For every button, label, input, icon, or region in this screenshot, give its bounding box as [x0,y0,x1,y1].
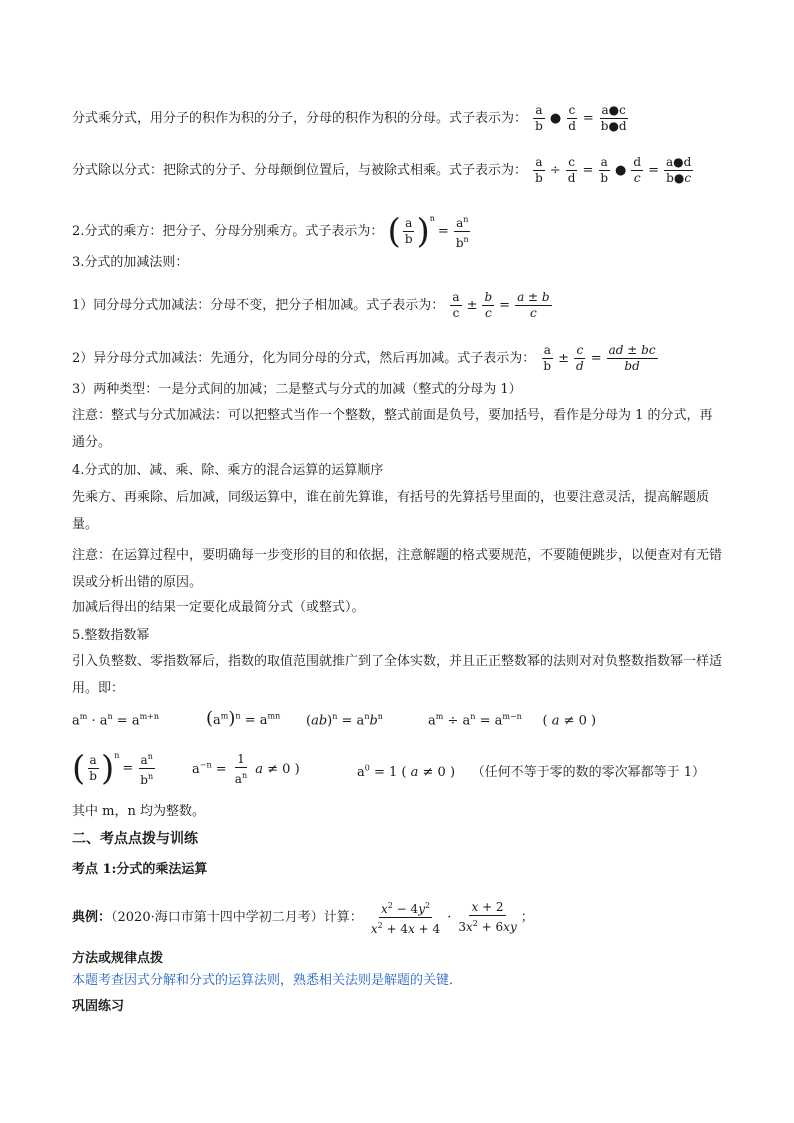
example-text: （2020·海口市第十四中学初二月考）计算： [111,910,363,925]
fraction: $\frac{a}{b}$ [89,753,97,783]
exponent-rule-quotient: $a^m \div a^n = a^{m-n}$ ( a ≠ 0 ) [428,712,597,729]
exponent-rule-product-power: $(ab)^n = a^nb^n$ [306,712,383,729]
two-types: 3）两种类型：一是分式间的加减；二是整式与分式的加减（整式的分母为 1） [72,382,522,397]
kaodian-title: 考点 1:分式的乘法运算 [72,862,208,877]
heading-integer-exponent: 5.整数指数幂 [72,628,150,643]
fraction: $\frac{1}{a^n}$ [234,752,248,786]
rule-same-denominator: 1）同分母分式加减法：分母不变，把分子相加减。式子表示为： $\frac{a}{c}$ ± $\frac{b}{c}$ = $\frac{a \pm b}{c}$ [72,290,550,320]
rule-power-text: 2.分式的乘方：把分子、分母分别乘方。式子表示为： [72,224,384,239]
fraction: $\frac{a \pm b}{c}$ [517,290,550,320]
fraction: $\frac{a}{c}$ [452,290,460,320]
method-title: 方法或规律点拨 [72,951,164,966]
fraction: $\frac{a}{b}$ [535,103,543,133]
fraction: $\frac{d}{c}$ [633,155,642,185]
fraction: $\frac{c}{d}$ [576,343,584,373]
fraction: $\frac{a^n}{b^n}$ [454,212,471,251]
rule-multiply-text: 分式乘分式，用分子的积作为积的分子，分母的积作为积的分母。式子表示为： [72,111,528,126]
rule-different-denominator-text: 2）异分母分式加减法：先通分，化为同分母的分式，然后再加减。式子表示为： [72,351,536,366]
rule-power: 2.分式的乘方：把分子、分母分别乘方。式子表示为： ( $\frac{a}{b}$ )$^n$= $\frac{a^n}{b^n}$ [72,211,469,252]
rule-same-denominator-text: 1）同分母分式加减法：分母不变，把分子相加减。式子表示为： [72,298,445,313]
example: 典例：（2020·海口市第十四中学初二月考）计算： $\frac{x^2 - 4y^2}{x^2 + 4x + 4}$ · $\frac{x + 2}{3x^2 + 6xy}$ ； [72,900,534,936]
rule-divide: 分式除以分式：把除式的分子、分母颠倒位置后，与被除式相乘。式子表示为： $\frac{a}{b}$ ÷ $\frac{c}{d}$ = $\frac{a}{b}$ ● $\frac{d}{c}$ = $\frac{a●d}{b●c}$ [72,155,692,185]
fraction: $\frac{a}{b}$ [404,216,413,246]
fraction: $\frac{a●c}{b●d}$ [600,103,627,133]
fraction: $\frac{a}{b}$ [543,343,552,373]
exponent-rule-negative: $a^{-n}$ = $\frac{1}{a^n}$ a ≠ 0 ) [192,752,300,786]
note-steps: 注意：在运算过程中，要明确每一步变形的目的和依据，注意解题的格式要规范，不要随便跳步，以便查对有无错误或分析出错的原因。 [72,548,723,590]
practice-title: 巩固练习 [72,999,125,1014]
section-title: 二、考点点拨与训练 [72,831,198,847]
integer-note: 其中 m，n 均为整数。 [72,804,205,819]
fraction: $\frac{a●d}{b●c}$ [665,155,692,185]
rule-different-denominator: 2）异分母分式加减法：先通分，化为同分母的分式，然后再加减。式子表示为： $\frac{a}{b}$ ± $\frac{c}{d}$ = $\frac{ad \pm bc}{bd}$ [72,343,656,373]
exponent-rule-product: $a^m \cdot a^n = a^{m+n}$ [72,712,160,729]
fraction: $\frac{c}{d}$ [567,155,576,185]
rule-multiply: 分式乘分式，用分子的积作为积的分子，分母的积作为积的分母。式子表示为： $\frac{a}{b}$ ● $\frac{c}{d}$ = $\frac{a●c}{b●d}$ [72,103,627,133]
method-text: 本题考查因式分解和分式的运算法则，熟悉相关法则是解题的关键． [72,973,463,988]
fraction: $\frac{ad \pm bc}{bd}$ [608,343,656,373]
fraction: $\frac{c}{d}$ [568,103,576,133]
mixed-order-text: 先乘方、再乘除、后加减，同级运算中，谁在前先算谁，有括号的先算括号里面的，也要注意灵活，提高解题质量。 [72,490,710,532]
exponent-rule-fraction-power: ( $\frac{a}{b}$ )$^n$= $\frac{a^n}{b^n}$ [72,748,154,789]
heading-mixed-order: 4.分式的加、减、乘、除、乘方的混合运算的运算顺序 [72,463,384,478]
integer-exponent-text: 引入负整数、零指数幂后，指数的取值范围就推广到了全体实数，并且正正整数幂的法则对对负整数指数幂一样适用。即： [72,654,723,696]
fraction: $\frac{a}{b}$ [535,155,543,185]
example-label: 典例： [72,910,112,925]
fraction: $\frac{b}{c}$ [484,290,493,320]
fraction: $\frac{x + 2}{3x^2 + 6xy}$ [458,900,517,934]
zero-power-note: （任何不等于零的数的零次幂都等于 1） [471,765,705,780]
note-integer-fraction: 注意：整式与分式加减法：可以把整式当作一个整数，整式前面是负号，要加括号，看作是分母为 1 的分式，再通分。 [72,408,713,450]
rule-divide-text: 分式除以分式：把除式的分子、分母颠倒位置后，与被除式相乘。式子表示为： [72,163,528,178]
fraction: $\frac{a^n}{b^n}$ [138,749,155,788]
exponent-rule-zero: $a^0 = 1$ ( a ≠ 0 ) （任何不等于零的数的零次幂都等于 1） [357,763,705,780]
fraction: $\frac{a}{b}$ [600,155,609,185]
simplify-note: 加减后得出的结果一定要化成最简分式（或整式）。 [72,600,365,615]
fraction: $\frac{x^2 - 4y^2}{x^2 + 4x + 4}$ [369,898,442,937]
heading-add-subtract: 3.分式的加减法则： [72,255,189,270]
exponent-rule-power-of-power: $(a^m)^n = a^{mn}$ [206,708,281,729]
